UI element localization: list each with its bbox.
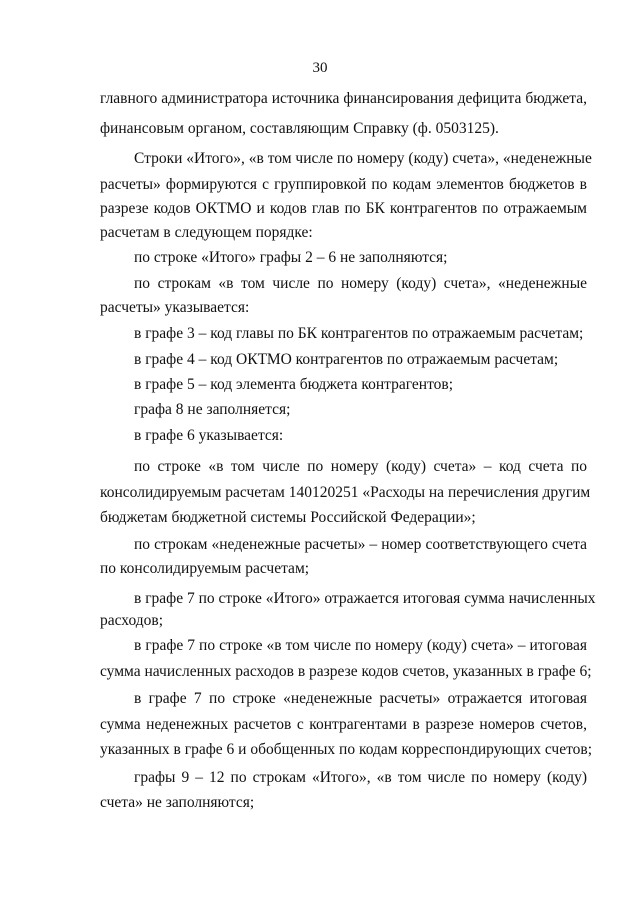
text-line: в графе 3 – код главы по БК контрагентов по отражаемым расчетам;: [134, 325, 584, 342]
text-line: финансовым органом, составляющим Справку (ф. 0503125).: [100, 120, 499, 137]
text-line: сумма неденежных расчетов с контрагентами в разрезе номеров счетов,: [100, 716, 587, 733]
text-line: по строке «в том числе по номеру (коду) счета» – код счета по: [134, 458, 587, 475]
text-line: счета» не заполняются;: [100, 794, 255, 811]
text-line: по строкам «в том числе по номеру (коду) счета», «неденежные: [134, 275, 587, 292]
text-line: указанных в графе 6 и обобщенных по кодам корреспондирующих счетов;: [100, 741, 593, 758]
text-line: расчеты» формируются с группировкой по кодам элементов бюджетов в: [100, 176, 587, 193]
text-line: в графе 5 – код элемента бюджета контрагентов;: [134, 376, 454, 393]
text-line: консолидируемым расчетам 140120251 «Расходы на перечисления другим: [100, 484, 591, 501]
text-line: сумма начисленных расходов в разрезе кодов счетов, указанных в графе 6;: [100, 663, 592, 680]
text-line: в графе 7 по строке «неденежные расчеты» отражается итоговая: [134, 690, 587, 707]
text-line: расчетам в следующем порядке:: [100, 224, 313, 241]
text-line: в графе 7 по строке «Итого» отражается итоговая сумма начисленных: [134, 590, 596, 607]
text-line: графа 8 не заполняется;: [134, 401, 291, 418]
text-line: Строки «Итого», «в том числе по номеру (коду) счета», «неденежные: [134, 150, 592, 167]
text-line: по консолидируемым расчетам;: [100, 560, 310, 577]
text-line: по строке «Итого» графы 2 – 6 не заполняются;: [134, 249, 448, 266]
text-line: главного администратора источника финансирования дефицита бюджета,: [100, 90, 587, 107]
text-line: расчеты» указывается:: [100, 299, 250, 316]
text-line: в графе 4 – код ОКТМО контрагентов по отражаемым расчетам;: [134, 351, 559, 368]
text-line: в графе 7 по строке «в том числе по номеру (коду) счета» – итоговая: [134, 637, 587, 654]
text-line: бюджетам бюджетной системы Российской Федерации»;: [100, 509, 476, 526]
text-line: по строкам «неденежные расчеты» – номер соответствующего счета: [134, 536, 587, 553]
text-line: графы 9 – 12 по строкам «Итого», «в том числе по номеру (коду): [134, 769, 587, 786]
page-number: 30: [312, 60, 328, 76]
text-line: в графе 6 указывается:: [134, 427, 284, 444]
text-line: разрезе кодов ОКТМО и кодов глав по БК контрагентов по отражаемым: [100, 200, 587, 217]
text-line: расходов;: [100, 612, 164, 629]
